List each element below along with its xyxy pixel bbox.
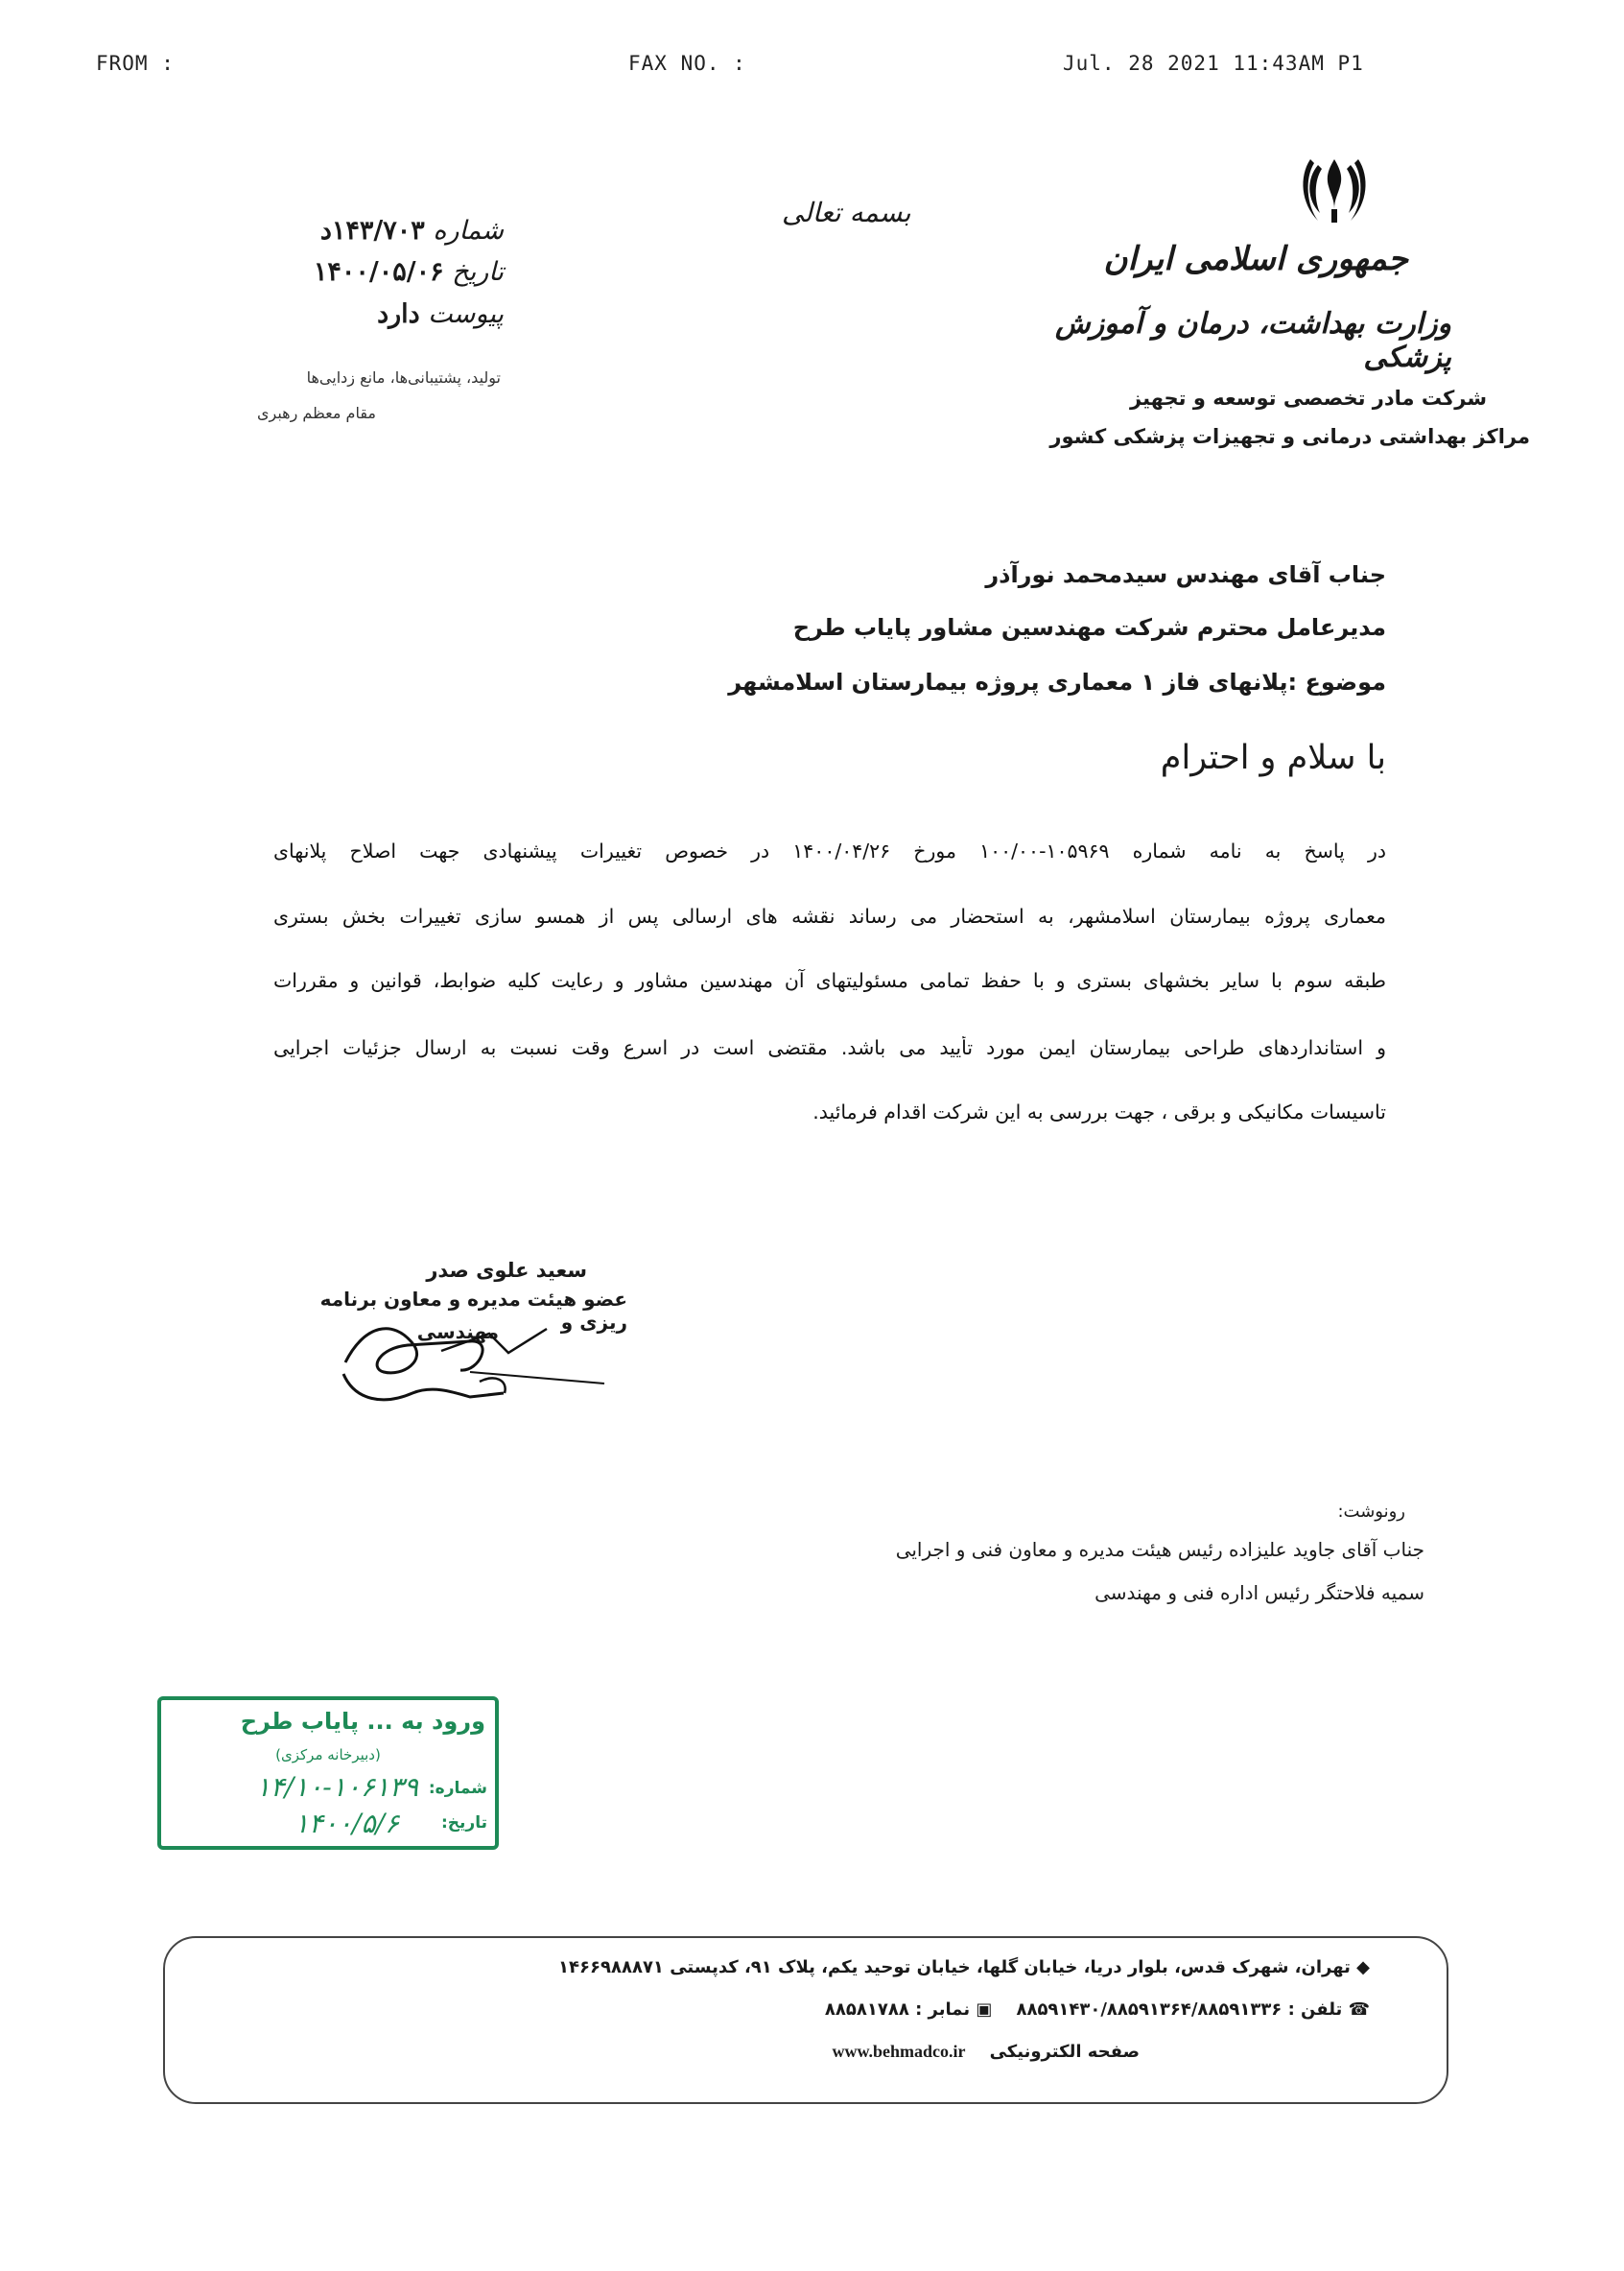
signatory-title-2: مهندسی: [416, 1320, 499, 1343]
stamp-date-label: تاریخ:: [441, 1813, 487, 1833]
footer-phones: ۸۸۵۹۱۴۳۰/۸۸۵۹۱۳۶۴/۸۸۵۹۱۳۳۶: [1016, 1999, 1283, 2020]
footer-web-link[interactable]: www.behmadco.ir: [832, 2042, 966, 2061]
emblem-ministry: وزارت بهداشت، درمان و آموزش پزشکی: [1055, 307, 1451, 374]
footer-address-row: [219, 1957, 1370, 1977]
company-line-2: مراکز بهداشتی درمانی و تجهیزات پزشکی کشور: [1049, 425, 1530, 448]
fax-number-label: FAX NO. :: [628, 52, 746, 75]
letter-attachment-row: [240, 299, 504, 329]
footer-fax: ۸۸۵۸۱۷۸۸: [824, 1999, 909, 2020]
letter-number-value: ۱۴۳/۷۰۳د: [319, 216, 425, 246]
slogan-line-1: تولید، پشتیبانی‌ها، مانع زدایی‌ها: [306, 368, 501, 387]
letter-number-label: شماره: [433, 216, 504, 246]
footer-contact-box: [163, 1936, 1448, 2104]
fax-datetime: Jul. 28 2021 11:43AM P1: [1063, 52, 1364, 75]
letter-attachment-value: دارد: [377, 299, 420, 329]
handwritten-signature: [326, 1305, 614, 1410]
cc-line-2: سمیه فلاحتگر رئیس اداره فنی و مهندسی: [1094, 1581, 1424, 1604]
signatory-title-1: عضو هیئت مدیره و معاون برنامه ریزی و: [319, 1288, 627, 1334]
stamp-title: ورود به ... پایاب طرح: [240, 1708, 485, 1735]
recipient-title: مدیرعامل محترم شرکت مهندسین مشاور پایاب طرح: [792, 614, 1386, 641]
stamp-number-label: شماره:: [428, 1779, 487, 1798]
stamp-number-value: ۱۴/۱۰-۱۰۶۱۳۹: [255, 1771, 418, 1803]
iran-emblem-icon: [1297, 154, 1372, 230]
body-line-1: در پاسخ به نامه شماره ۱۰۵۹۶۹-۱۰۰/۰۰ مورخ ۱۴۰۰/۰۴/۲۶ در خصوص تغییرات پیشنهادی جهت اصلاح پلانهای: [273, 840, 1386, 863]
body-line-3: طبقه سوم با سایر بخشهای بستری و با حفظ تمامی مسئولیتهای آن مهندسین مشاور و رعایت کلیه ضوابط، قوانین و مقررات: [273, 969, 1386, 992]
footer-phone-row: [219, 1999, 1370, 2020]
footer-web-row: [468, 2042, 1140, 2062]
cc-label: رونوشت:: [1337, 1502, 1405, 1522]
slogan-line-2: مقام معظم رهبری: [256, 404, 376, 422]
stamp-subtitle: (دبیرخانه مرکزی): [275, 1746, 381, 1763]
body-line-2: معماری پروژه بیمارستان اسلامشهر، به استحضار می رساند نقشه های ارسالی پس از همسو سازی تغییرات بخش بستری: [273, 905, 1386, 928]
footer-web-label: صفحه الکترونیکی: [989, 2042, 1140, 2062]
location-pin-icon: ◆: [1350, 1957, 1370, 1977]
emblem-country: جمهوری اسلامی ایران: [1103, 240, 1408, 278]
phone-icon: ☎: [1342, 1999, 1370, 2020]
footer-phone-label: تلفن :: [1287, 1999, 1343, 2020]
signatory-name: سعید علوی صدر: [426, 1259, 587, 1282]
recipient-name: جناب آقای مهندس سیدمحمد نورآذر: [985, 561, 1386, 588]
footer-address: تهران، شهرک قدس، بلوار دریا، خیابان گلها، خیابان توحید یکم، پلاک ۹۱، کدپستی ۱۴۶۶۹۸۸۸۷۱: [558, 1957, 1351, 1977]
letter-date-label: تاریخ: [452, 257, 504, 287]
stamp-date-value: ۱۴۰۰/۵/۶: [294, 1808, 399, 1839]
letter-subject: موضوع :پلانهای فاز ۱ معماری پروژه بیمارستان اسلامشهر: [728, 669, 1386, 696]
cc-line-1: جناب آقای جاوید علیزاده رئیس هیئت مدیره و معاون فنی و اجرایی: [895, 1538, 1424, 1561]
fax-icon: ▣: [970, 1999, 993, 2020]
body-line-4: و استانداردهای طراحی بیمارستان ایمن مورد تأیید می باشد. مقتضی است در اسرع وقت نسبت به ارسال جزئیات اجرایی: [273, 1036, 1386, 1059]
greeting: با سلام و احترام: [1160, 739, 1386, 777]
footer-fax-label: نمابر :: [915, 1999, 971, 2020]
letter-attachment-label: پیوست: [428, 299, 504, 329]
company-line-1: شرکت مادر تخصصی توسعه و تجهیز: [1130, 387, 1487, 410]
incoming-mail-stamp: [157, 1696, 499, 1850]
fax-from-label: FROM :: [96, 52, 175, 75]
body-line-5: تاسیسات مکانیکی و برقی ، جهت بررسی به این شرکت اقدام فرمائید.: [812, 1100, 1386, 1124]
basmala: بسمه تعالی: [782, 197, 911, 228]
letter-date-value: ۱۴۰۰/۰۵/۰۶: [313, 257, 444, 287]
letter-number-row: [240, 216, 504, 246]
letter-date-row: [240, 257, 504, 287]
